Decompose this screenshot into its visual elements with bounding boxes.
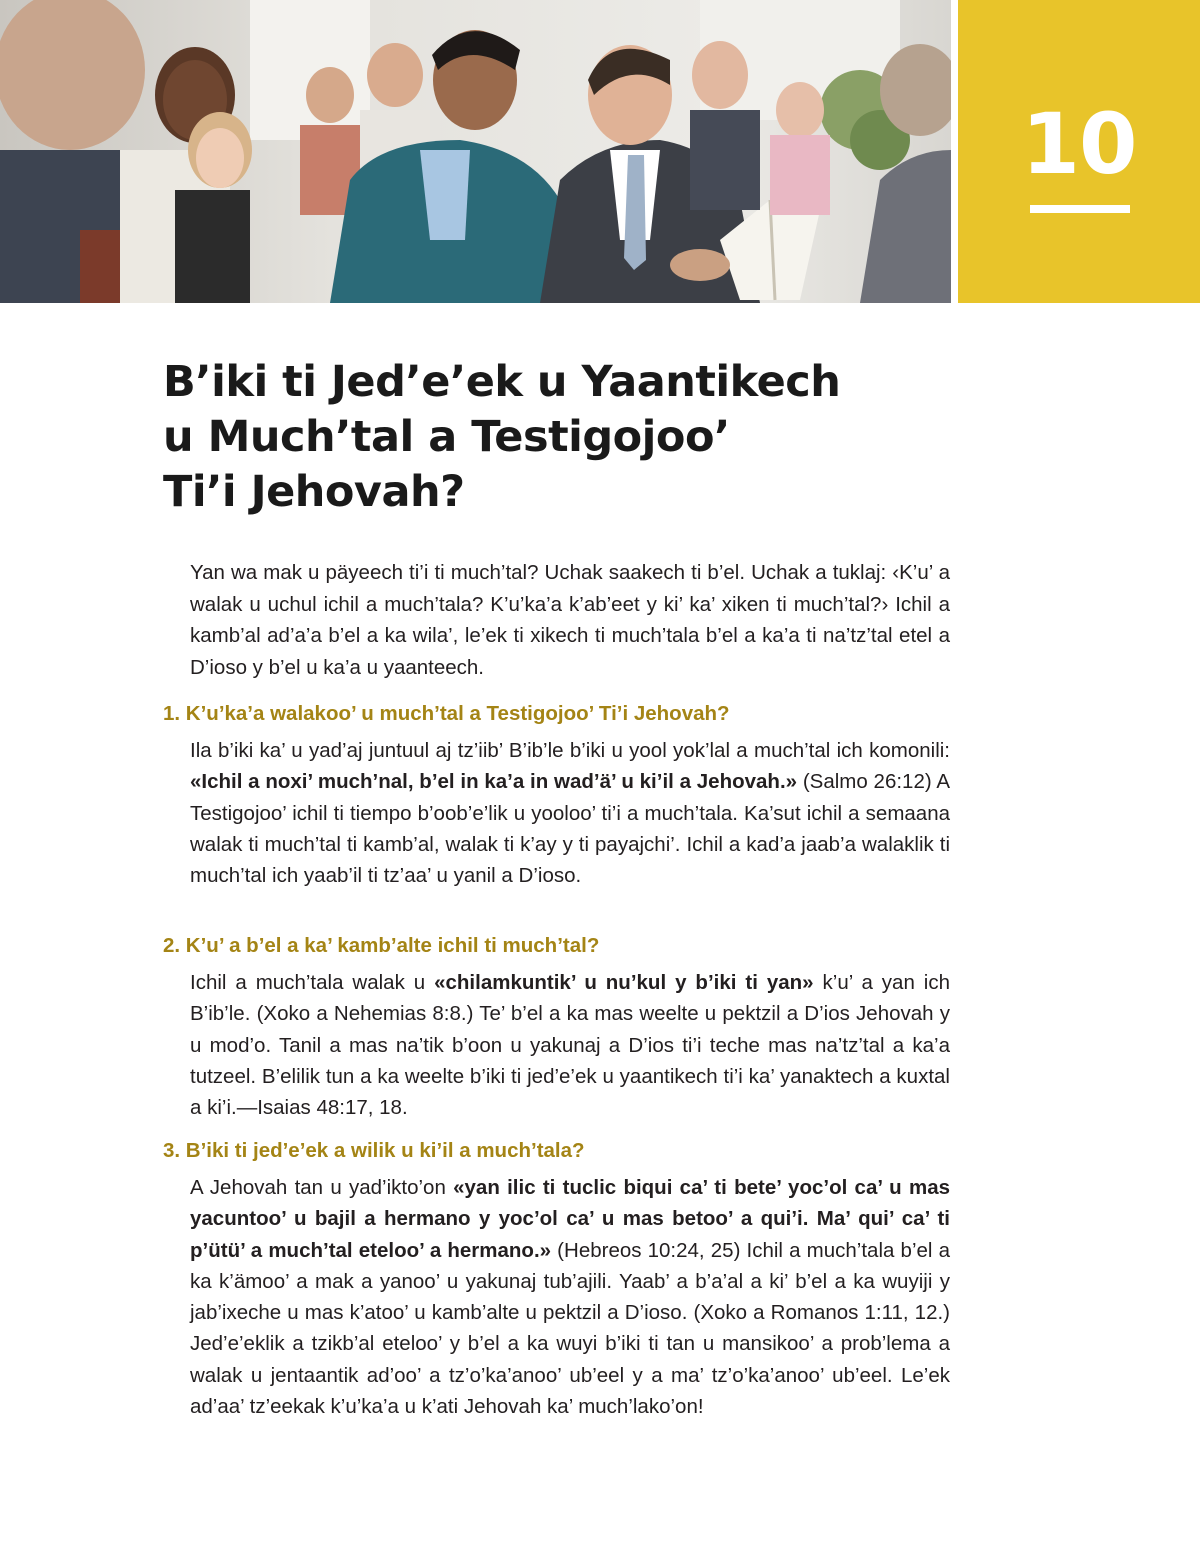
section-heading-2: 2. K’u’ a b’el a ka’ kamb’alte ichil ti much’tal? (163, 934, 600, 957)
section-body-1 (190, 735, 950, 891)
section-3-text-a: A Jehovah tan u yad’ikto’on (190, 1176, 454, 1199)
section-1-text-a: Ila b’iki ka’ u yad’aj juntuul aj tz’iib’ B’ib’le b’iki u yool yok’lal a much’tal ich komonili: (190, 739, 950, 762)
section-body-2 (190, 967, 950, 1123)
section-2-text-a: Ichil a much’tala walak u (190, 971, 435, 994)
page-title (163, 355, 923, 520)
title-line-3: Ti’i Jehovah? (163, 467, 465, 517)
section-2-text-b: k’u’ a yan ich B’ib’le. (Xoko a Nehemias 8:8.) Te’ b’el a ka mas weelte u pektzil a D’ios Jehovah y u mod’o. Tanil a mas na’tik b’oon u yakunaj a D’ios ti’i teche mas na’tz’tal a ka’a tutzeel. B’elilik tun a ka weelte b’iki ti jed’e’ek u yaantikech ti’i ka’ yanaktech a kuxtal a ki’i.—Isaias 48:17, 18. (190, 971, 950, 1120)
section-1-quote: «Ichil a noxi’ much’nal, b’el in ka’a in wad’ä’ u ki’il a Jehovah.» (190, 770, 798, 794)
section-3-text-b: (Hebreos 10:24, 25) Ichil a much’tala b’el a ka k’ämoo’ a mak a yanoo’ u yakunaj tub’ajili. Yaab’ a b’a’al a ki’ b’el a ka wuyiji y jab’ixeche u mas k’atoo’ u kamb’alte u pektzil a D’ioso. (Xoko a Romanos 1:11, 12.) Jed’e’eklik a tzikb’al eteloo’ y b’el a ka wuyi b’iki ti tan u mansikoo’ a prob’lema a walak u jentaantik ad’oo’ a tz’o’ka’anoo’ ub’eel y a ma’ tz’o’ka’anoo’ ub’eel. Le’ek ad’aa’ tz’eekak k’u’ka’a u k’ati Jehovah ka’ much’lako’on! (190, 1238, 950, 1419)
title-line-2: u Much’tal a Testigojoo’ (163, 412, 730, 462)
lesson-number-tab (958, 0, 1200, 303)
section-heading-3: 3. B’iki ti jed’e’ek a wilik u ki’il a much’tala? (163, 1139, 585, 1162)
lesson-number-underline (1030, 205, 1130, 213)
lesson-number: 10 (1021, 95, 1137, 193)
title-line-1: B’iki ti Jed’e’ek u Yaantikech (163, 357, 841, 407)
intro-paragraph: Yan wa mak u päyeech ti’i ti much’tal? Uchak saakech ti b’el. Uchak a tuklaj: ‹K’u’ a walak u uchul ichil a much’tala? K’u’ka’a k’ab’eet y ki’ ka’ xiken ti much’tal?› Ichil a kamb’al ad’a’a b’el a ka wila’, le’ek ti xikech ti much’tala b’el a ka’a ti na’tz’tal etel a D’ioso y b’el u ka’a u yaanteech. (190, 561, 950, 679)
section-3-quote: «yan ilic ti tuclic biqui ca’ ti bete’ yoc’ol ca’ u mas yacuntoo’ u bajil a hermano y yoc’ol ca’ u mas betoo’ a qui’i. Ma’ qui’ ca’ ti p’ütü’ a much’tal eteloo’ a hermano.» (190, 1176, 950, 1262)
section-heading-1: 1. K’u’ka’a walakoo’ u much’tal a Testigojoo’ Ti’i Jehovah? (163, 702, 730, 725)
section-body-3 (190, 1172, 950, 1422)
hero-photo (0, 0, 951, 303)
section-2-quote: «chilamkuntik’ u nu’kul y b’iki ti yan» (434, 971, 814, 994)
section-1-text-b: (Salmo 26:12) A Testigojoo’ ichil ti tiempo b’oob’e’lik u yooloo’ ti’i a much’tala. Ka’sut ichil a semaana walak ti much’tal ti kamb’al, walak ti k’ay y ti payajchi’. Ichil a kad’a jaab’a walaklik ti much’tal ich yaab’il ti tz’aa’ u yanil a D’ioso. (190, 770, 950, 888)
